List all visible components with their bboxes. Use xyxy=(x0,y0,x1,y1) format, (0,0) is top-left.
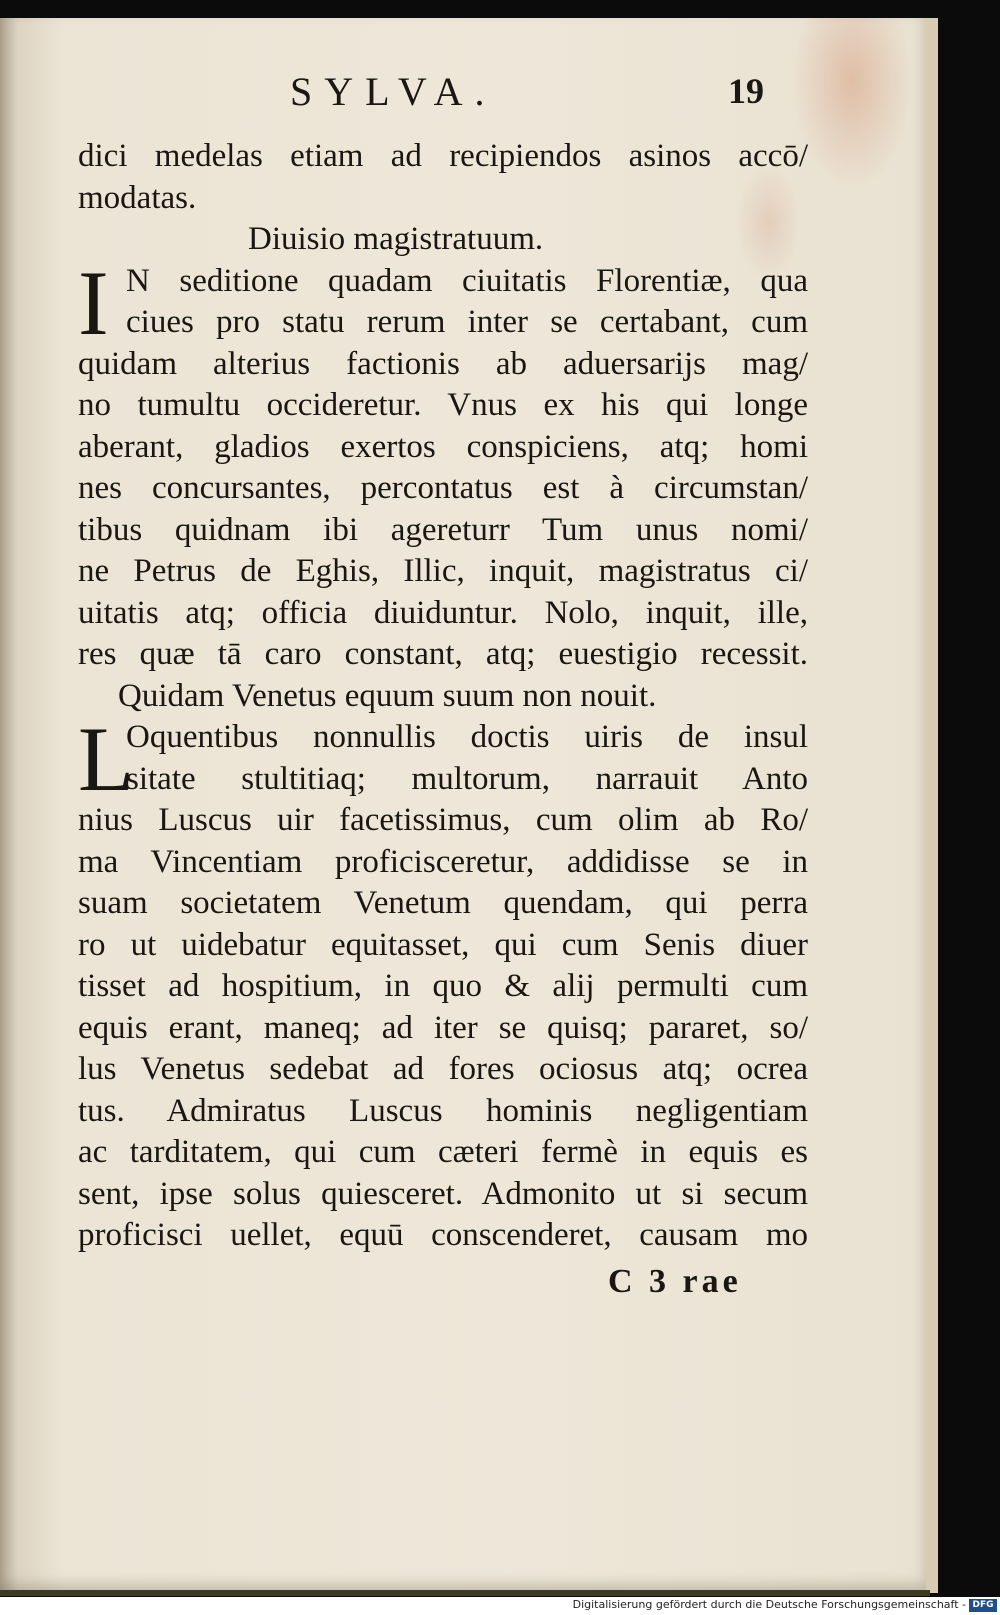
text-line: tisset ad hospitium, in quo & alij permulti cum xyxy=(78,968,808,1004)
text-line: uitatis atq; officia diuiduntur. Nolo, inquit, ille, xyxy=(78,594,808,631)
page-header xyxy=(0,68,938,118)
text-line: no tumultu occideretur. Vnus ex his qui longe xyxy=(78,387,808,423)
text-line: Oquentibus nonnullis doctis uiris de insul xyxy=(126,719,808,755)
section-paragraph xyxy=(78,251,808,676)
page-bottom-edge xyxy=(0,1590,930,1596)
text-line: ac tarditatem, qui cum cæteri fermè in equis es xyxy=(78,1134,808,1170)
text-line: equis erant, maneq; ad iter se quisq; pararet, so/ xyxy=(78,1009,808,1046)
text-line: sitate stultitiaq; multorum, narrauit Anto xyxy=(126,760,808,797)
text-line: res quæ tā caro constant, atq; euestigio recessit. xyxy=(78,636,808,672)
drop-cap: L xyxy=(78,708,135,810)
text-line: lus Venetus sedebat ad fores ociosus atq; ocrea xyxy=(78,1051,808,1087)
text-line: ro ut uidebatur equitasset, qui cum Senis diuer xyxy=(78,926,808,963)
book-page xyxy=(0,18,938,1593)
text-line: ciues pro statu rerum inter se certabant, cum xyxy=(126,304,808,340)
text-line: ne Petrus de Eghis, Illic, inquit, magistratus ci/ xyxy=(78,553,808,589)
intro-paragraph xyxy=(78,136,808,219)
text-line: tibus quidnam ibi agereturr Tum unus nomi/ xyxy=(78,511,808,548)
section-paragraph xyxy=(78,708,808,1257)
footer-credit: Digitalisierung gefördert durch die Deutsche Forschungsgemeinschaft - xyxy=(572,1598,966,1611)
dfg-logo-icon: DFG xyxy=(969,1599,997,1612)
text-line: quidam alterius factionis ab aduersarijs mag/ xyxy=(78,345,808,382)
section-heading: Quidam Venetus equum suum non nouit. xyxy=(118,677,657,714)
text-line: N seditione quadam ciuitatis Florentiæ, qua xyxy=(126,262,808,299)
text-line: nius Luscus uir facetissimus, cum olim ab Ro/ xyxy=(78,802,808,838)
text-line: dici medelas etiam ad recipiendos asinos accō/ xyxy=(78,138,808,174)
drop-cap: I xyxy=(78,251,109,354)
text-line: sent, ipse solus quiesceret. Admonito ut si secum xyxy=(78,1175,808,1212)
page-text xyxy=(78,136,808,1257)
text-line: ma Vincentiam proficisceretur, addidisse se in xyxy=(78,843,808,880)
signature-mark: C 3 rae xyxy=(608,1263,742,1300)
footer-bar xyxy=(0,1597,1000,1615)
running-title: SYLVA. xyxy=(290,69,497,114)
text-line: suam societatem Venetum quendam, qui perra xyxy=(78,885,808,921)
text-line: nes concursantes, percontatus est à circumstan/ xyxy=(78,470,808,506)
text-line: aberant, gladios exertos conspiciens, atq; homi xyxy=(78,428,808,465)
text-line: modatas. xyxy=(78,179,197,216)
text-line: tus. Admiratus Luscus hominis negligentiam xyxy=(78,1092,808,1129)
page-number: 19 xyxy=(728,71,764,111)
text-line: proficisci uellet, equū conscenderet, causam mo xyxy=(78,1217,808,1253)
section-heading: Diuisio magistratuum. xyxy=(248,221,544,257)
